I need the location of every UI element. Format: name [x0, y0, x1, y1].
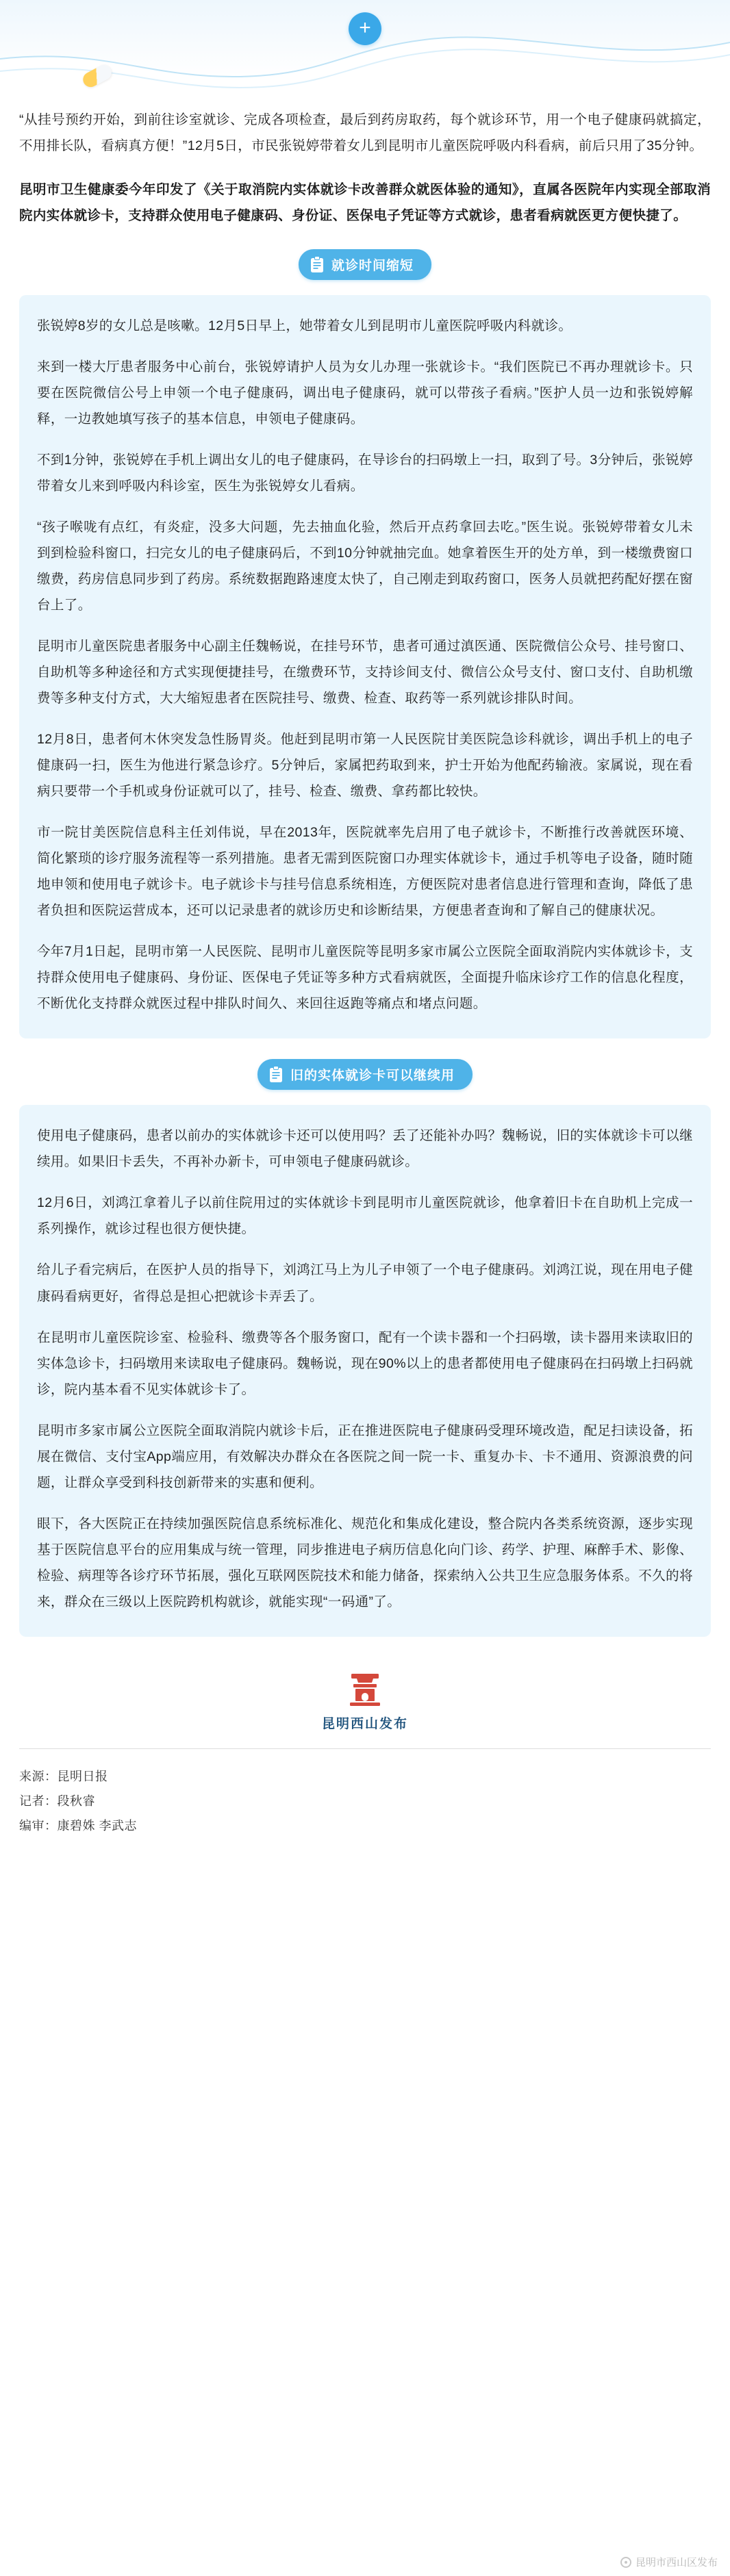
- lead-paragraph: “从挂号预约开始，到前往诊室就诊、完成各项检查，最后到药房取药，每个就诊环节，用一个电子健康码就搞定，不用排长队，看病真方便！”12月5日，市民张锐婷带着女儿到昆明市儿童医院呼吸内科看病，前后只用了35分钟。: [19, 112, 711, 154]
- footer-brand-text: 昆明西山发布: [321, 1716, 408, 1731]
- section-body-2: [19, 1105, 711, 1636]
- paragraph: 在昆明市儿童医院诊室、检验科、缴费等各个服务窗口，配有一个读卡器和一个扫码墩，读卡器用来读取旧的实体急诊卡，扫码墩用来读取电子健康码。魏畅说，现在90%以上的患者都使用电子健康码在扫码墩上扫码就诊，院内基本看不见实体就诊卡了。: [37, 1329, 693, 1397]
- article-header: [0, 0, 730, 103]
- watermark-text: 昆明市西山区发布: [635, 2557, 718, 2568]
- section-body-1: [19, 295, 711, 1038]
- paragraph: 12月8日，患者何木休突发急性肠胃炎。他赶到昆明市第一人民医院甘美医院急诊科就诊，调出手机上的电子健康码一扫，医生为他进行紧急诊疗。5分钟后，家属把药取到来，护士开始为他配药输液。家属说，现在看病只要带一个手机或身份证就可以了，挂号、检查、缴费、拿药都比较快。: [37, 732, 693, 800]
- paragraph: 昆明市儿童医院患者服务中心副主任魏畅说，在挂号环节，患者可通过滇医通、医院微信公众号、挂号窗口、自助机等多种途径和方式实现便捷挂号，在缴费环节，支持诊间支付、微信公众号支付、窗口支付、自助机缴费等多种支付方式，大大缩短患者在医院挂号、缴费、检查、取药等一系列就诊排队时间。: [37, 639, 693, 706]
- watermark: [620, 2555, 718, 2569]
- footer-brand: [19, 1671, 711, 1732]
- paragraph: 今年7月1日起，昆明市第一人民医院、昆明市儿童医院等昆明多家市属公立医院全面取消院内实体就诊卡，支持群众使用电子健康码、身份证、医保电子凭证等多种方式看病就医，全面提升临床诊疗工作的信息化程度，不断优化支持群众就医过程中排队时间久、来回往返跑等痛点和堵点问题。: [37, 944, 693, 1012]
- section-heading-2: [19, 1059, 711, 1090]
- paragraph: 来到一楼大厅患者服务中心前台，张锐婷请护人员为女儿办理一张就诊卡。“我们医院已不再办理就诊卡。只要在医院微信公号上申领一个电子健康码，调出电子健康码，就可以带孩子看病。”医护人员一边和张锐婷解释，一边教她填写孩子的基本信息，申领电子健康码。: [37, 359, 693, 427]
- paragraph: 张锐婷8岁的女儿总是咳嗽。12月5日早上，她带着女儿到昆明市儿童医院呼吸内科就诊。: [37, 318, 572, 334]
- section-title-chip: [257, 1059, 473, 1090]
- credit-editor: 编审：康碧姝 李武志: [19, 1818, 138, 1833]
- article-credits: [19, 1764, 711, 1845]
- paragraph: 昆明市多家市属公立医院全面取消院内就诊卡后，正在推进医院电子健康码受理环境改造，配足扫读设备，拓展在微信、支付宝App端应用，有效解决办群众在各医院之间一院一卡、重复办卡、卡不通用、资源浪费的问题，让群众享受到科技创新带来的实惠和便利。: [37, 1423, 693, 1490]
- tower-gate-icon: [344, 1671, 386, 1707]
- paragraph: 使用电子健康码，患者以前办的实体就诊卡还可以使用吗？丢了还能补办吗？魏畅说，旧的实体就诊卡可以继续用。如果旧卡丢失，不再补办新卡，可申领电子健康码就诊。: [37, 1128, 693, 1170]
- section-title-text: 就诊时间缩短: [331, 259, 414, 274]
- section-heading-1: [19, 249, 711, 280]
- clipboard-icon: [268, 1066, 284, 1084]
- credit-source: 来源：昆明日报: [19, 1769, 108, 1783]
- paragraph: 市一院甘美医院信息科主任刘伟说，早在2013年，医院就率先启用了电子就诊卡，不断推行改善就医环境、简化繁琐的诊疗服务流程等一系列措施。患者无需到医院窗口办理实体就诊卡，通过手机等电子设备，随时随地申领和使用电子就诊卡。电子就诊卡与挂号信息系统相连，方便医院对患者信息进行管理和查询，降低了患者负担和医院运营成本，还可以记录患者的就诊历史和诊断结果，方便患者查询和了解自己的健康状况。: [37, 825, 693, 919]
- paragraph: “孩子喉咙有点红，有炎症，没多大问题，先去抽血化验，然后开点药拿回去吃。”医生说。张锐婷带着女儿未到到检验科窗口，扫完女儿的电子健康码后，不到10分钟就抽完血。她拿着医生开的处方单，到一楼缴费窗口缴费，药房信息同步到了药房。系统数据跑路速度太快了，自己刚走到取药窗口，医务人员就把药配好摆在窗台上了。: [37, 520, 693, 613]
- section-title-chip: [299, 249, 431, 280]
- lead-paragraph-bold: 昆明市卫生健康委今年印发了《关于取消院内实体就诊卡改善群众就医体验的通知》，直属各医院年内实现全部取消院内实体就诊卡，支持群众使用电子健康码、身份证、医保电子凭证等方式就诊，患者看病就医更方便快捷了。: [19, 182, 711, 224]
- article-content: [0, 107, 730, 1845]
- paragraph: 眼下，各大医院正在持续加强医院信息系统标准化、规范化和集成化建设，整合院内各类系统资源，逐步实现基于医院信息平台的应用集成与统一管理，同步推进电子病历信息化向门诊、药学、护理、麻醉手术、影像、检验、病理等各诊疗环节拓展，强化互联网医院技术和能力储备，探索纳入公共卫生应急服务体系。不久的将来，群众在三级以上医院跨机构就诊，就能实现“一码通”了。: [37, 1516, 693, 1609]
- clipboard-icon: [310, 256, 325, 274]
- weibo-eye-icon: [620, 2557, 631, 2568]
- paragraph: 12月6日，刘鸿江拿着儿子以前住院用过的实体就诊卡到昆明市儿童医院就诊，他拿着旧卡在自助机上完成一系列操作，就诊过程也很方便快捷。: [37, 1195, 693, 1237]
- paragraph: 不到1分钟，张锐婷在手机上调出女儿的电子健康码，在导诊台的扫码墩上一扫，取到了号。3分钟后，张锐婷带着女儿来到呼吸内科诊室，医生为张锐婷女儿看病。: [37, 452, 693, 494]
- section-title-text: 旧的实体就诊卡可以继续用: [290, 1069, 455, 1084]
- plus-circle-icon: +: [349, 12, 381, 45]
- footer-divider: [19, 1748, 711, 1749]
- credit-reporter: 记者：段秋睿: [19, 1794, 95, 1808]
- paragraph: 给儿子看完病后，在医护人员的指导下，刘鸿江马上为儿子申领了一个电子健康码。刘鸿江说，现在用电子健康码看病更好，省得总是担心把就诊卡弄丢了。: [37, 1262, 693, 1304]
